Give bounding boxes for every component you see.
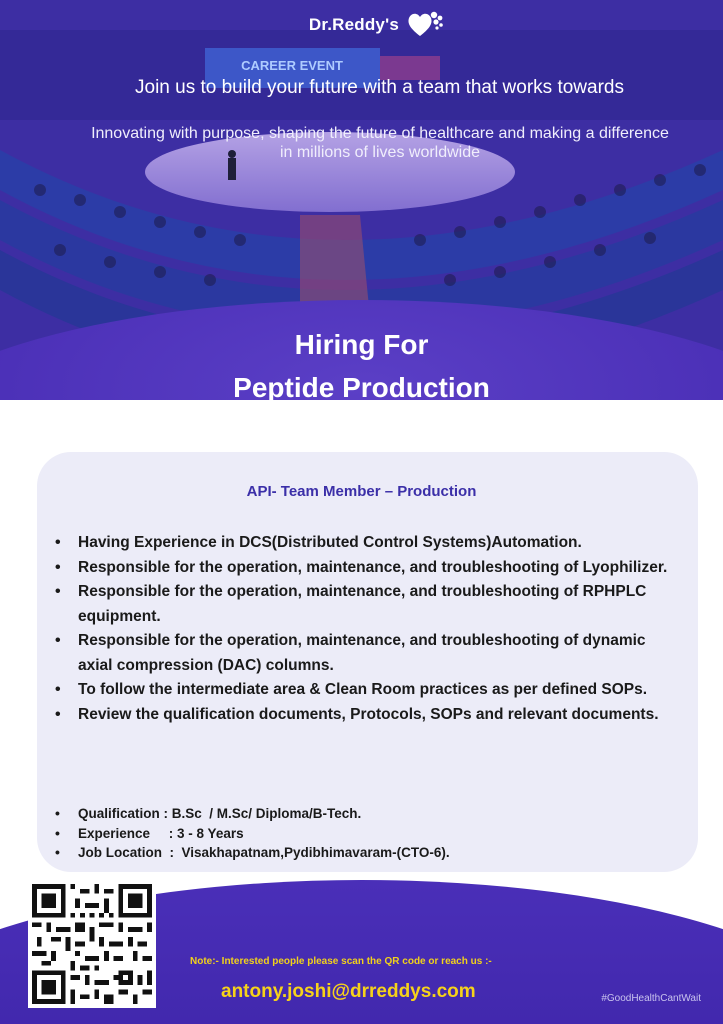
hiring-line-2: Peptide Production (233, 372, 490, 403)
hero-tagline: Join us to build your future with a team that works towards (135, 77, 624, 98)
details-list (52, 804, 682, 863)
qualification-item: • Qualification : B.Sc / M.Sc/ Diploma/B-Tech. (52, 804, 682, 824)
job-location-item: • Job Location : Visakhapatnam,Pydibhimavaram-(CTO-6). (52, 843, 682, 863)
qr-code-icon[interactable] (28, 880, 156, 1008)
duty-item: • Having Experience in DCS(Distributed Control Systems)Automation. (52, 531, 682, 556)
hashtag-text: #GoodHealthCantWait (601, 993, 701, 1004)
duties-list (52, 531, 682, 727)
role-title: API- Team Member – Production (246, 483, 477, 500)
duty-item: • Responsible for the operation, maintenance, and troubleshooting of Lyophilizer. (52, 556, 682, 581)
experience-item: • Experience : 3 - 8 Years (52, 824, 682, 844)
footer-note: Note:- Interested people please scan the QR code or reach us :- (190, 956, 492, 967)
contact-email-link[interactable]: antony.joshi@drreddys.com (221, 981, 476, 1002)
hero-subline: Innovating with purpose, shaping the future of healthcare and making a difference in millions of lives worldwide (91, 125, 669, 161)
qr-code-graphic (32, 884, 152, 1004)
brand-name: Dr.Reddy's (308, 15, 399, 34)
brand-header (309, 10, 443, 40)
hiring-line-1: Hiring For (294, 329, 429, 360)
heart-dots-icon (407, 10, 443, 40)
duty-item: • Responsible for the operation, maintenance, and troubleshooting of dynamic axial compression (DAC) columns. (52, 629, 682, 678)
stage-screen-text: CAREER EVENT (241, 58, 343, 73)
duty-item: • Review the qualification documents, Protocols, SOPs and relevant documents. (52, 703, 682, 728)
duty-item: • Responsible for the operation, maintenance, and troubleshooting of RPHPLC equipment. (52, 580, 682, 629)
hero-white-gap (0, 400, 723, 460)
duty-item: • To follow the intermediate area & Clean Room practices as per defined SOPs. (52, 678, 682, 703)
hiring-heading (0, 323, 723, 409)
